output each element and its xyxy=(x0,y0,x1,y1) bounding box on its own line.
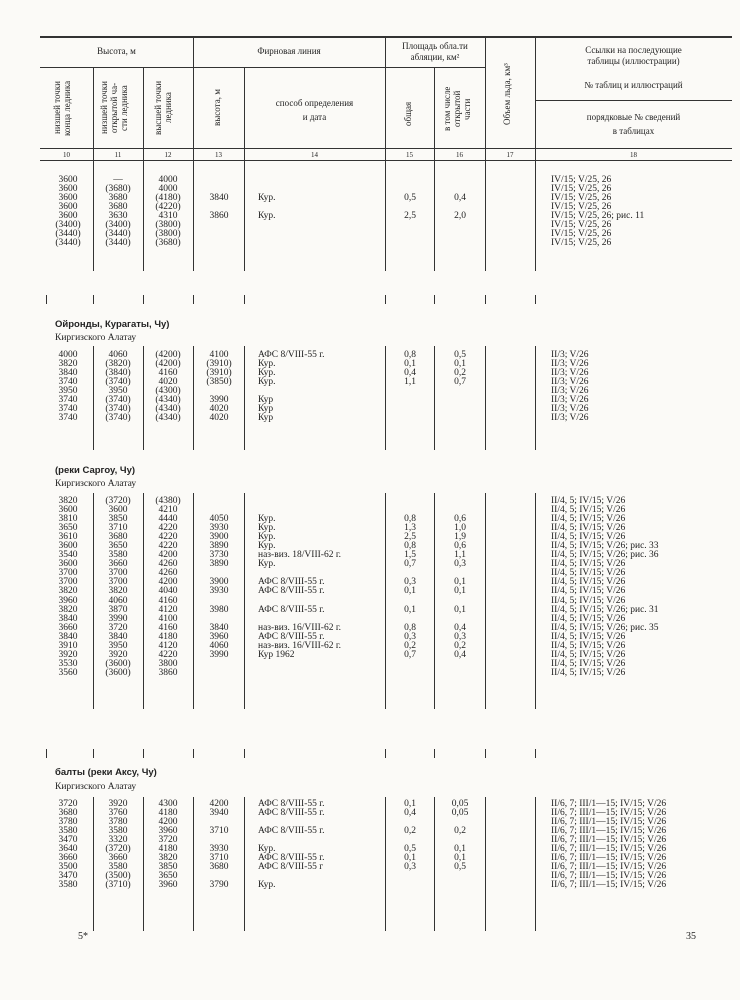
col-number-16: 16 xyxy=(456,151,463,159)
b3-col13: 4050 3930 3900 3890 3730 3890 3900 3930 3980 3840 3960 4060 3990 xyxy=(209,514,229,660)
b4-col13: 4200 3940 3710 3930 3710 3680 3790 xyxy=(209,799,229,891)
col-number-13: 13 xyxy=(215,151,222,159)
vrule-b4-15 xyxy=(385,797,386,931)
area-group-label: Площадь обла.ти абляции, км² xyxy=(402,41,468,62)
b4-col15: 0,1 0,4 0,2 0,5 0,1 0,3 xyxy=(404,799,416,873)
tick xyxy=(244,295,245,304)
vrule-b3-12 xyxy=(143,493,144,709)
col-number-18: 18 xyxy=(630,151,637,159)
b1-col15: 0,5 2,5 xyxy=(404,193,416,222)
vrule-b3-17 xyxy=(485,493,486,709)
b2-col10: 4000 3820 3840 3740 3950 3740 3740 3740 xyxy=(58,350,78,424)
col18b-label: порядковые № сведений в таблицах xyxy=(586,112,681,136)
vrule-b2-16 xyxy=(434,346,435,450)
b1-col18: IV/15; V/25, 26 IV/15; V/25, 26 IV/15; V/25, 26 IV/15; V/25, 26 IV/15; V/25, 26; рис. 11 IV/15; V/25, 26 IV/15; V/25, 26 IV/15; V/25, 26 xyxy=(551,175,645,249)
tick xyxy=(385,749,386,758)
tick xyxy=(46,749,47,758)
area-group-rule xyxy=(385,67,485,68)
b3-subtitle: Киргизского Алатау xyxy=(55,479,137,489)
vrule-b4-12 xyxy=(143,797,144,931)
b1-col10: 3600 3600 3600 3600 3600 (3400) (3440) (3440) xyxy=(55,175,81,249)
tick xyxy=(485,749,486,758)
refs-group-label: Ссылки на последующие таблицы (иллюстрации) xyxy=(585,45,682,66)
col-number-17: 17 xyxy=(506,151,514,159)
col-number-11: 11 xyxy=(114,151,122,159)
vrule-b2-15 xyxy=(385,346,386,450)
tick xyxy=(46,295,47,304)
vrule-b1-13 xyxy=(193,161,194,271)
vrule-b1-12 xyxy=(143,161,144,271)
vrule-b1-11 xyxy=(93,161,94,271)
b4-col14: АФС 8/VIII-55 г. АФС 8/VIII-55 г. АФС 8/VIII-55 г. Кур. АФС 8/VIII-55 г. АФС 8/VIII-55 г Кур. xyxy=(258,799,325,891)
vrule-b1-14 xyxy=(244,161,245,271)
tick xyxy=(535,749,536,758)
col11-label: низшей точки открытой ча- сти ледника xyxy=(99,81,129,135)
tick xyxy=(93,749,94,758)
vrule-b3-13 xyxy=(193,493,194,709)
col16-label: в том числе открытой части xyxy=(442,86,472,132)
col10-label: низшей точки конца ледника xyxy=(52,80,72,136)
vrule-b2-11 xyxy=(93,346,94,450)
tick xyxy=(535,295,536,304)
b2-subtitle: Киргизского Алатау xyxy=(55,333,137,343)
vrule-b2-17 xyxy=(485,346,486,450)
b3-col12: (4380) 4210 4440 4220 4220 4220 4200 4260 4260 4200 4040 4160 4120 4100 4160 4180 4120 4220 3800 3860 xyxy=(155,496,181,678)
col17-label: Объем льда, км³ xyxy=(502,63,512,125)
vrule-b2-13 xyxy=(193,346,194,450)
vrule-b4-14 xyxy=(244,797,245,931)
vrule-b3-16 xyxy=(434,493,435,709)
vrule-b1-15 xyxy=(385,161,386,271)
col13-label: высота, м xyxy=(212,89,222,127)
col12-label: высшей точки ледника xyxy=(153,80,173,136)
vrule-b3-14 xyxy=(244,493,245,709)
tick xyxy=(143,749,144,758)
vrule-b3-18 xyxy=(535,493,536,709)
b3-col18: II/4, 5; IV/15; V/26 II/4, 5; IV/15; V/26 II/4, 5; IV/15; V/26 II/4, 5; IV/15; V/26 II/4, 5; IV/15; V/26 II/4, 5; IV/15; V/26; рис. 33 II/4, 5; IV/15; V/26; рис. 36 II/4, 5; IV/15; V/26 II/4, 5; IV/15; V/26 II/4, 5; IV/15; V/26 II/4, 5; IV/15; V/26 II/4, 5; IV/15; V/26 II/4, 5; IV/15; V/26; рис. 31 II/4, 5; IV/15; V/26 II/4, 5; IV/15; V/26; рис. 35 II/4, 5; IV/15; V/26 II/4, 5; IV/15; V/26 II/4, 5; IV/15; V/26 II/4, 5; IV/15; V/26 II/4, 5; IV/15; V/26 xyxy=(551,496,659,678)
vrule-b2-14 xyxy=(244,346,245,450)
col-number-14: 14 xyxy=(311,151,318,159)
b3-col11: (3720) 3600 3850 3710 3680 3650 3580 3660 3700 3700 3820 4060 3870 3990 3720 3840 3950 3920 (3600) (3600) xyxy=(105,496,131,678)
tick xyxy=(244,749,245,758)
firn-group-rule xyxy=(193,67,385,68)
b4-col18: II/6, 7; III/1—15; IV/15; V/26 II/6, 7; III/1—15; IV/15; V/26 II/6, 7; III/1—15; IV/15; V/26 II/6, 7; III/1—15; IV/15; V/26 II/6, 7; III/1—15; IV/15; V/26 II/6, 7; III/1—15; IV/15; V/26 II/6, 7; III/1—15; IV/15; V/26 II/6, 7; III/1—15; IV/15; V/26 II/6, 7; III/1—15; IV/15; V/26 II/6, 7; III/1—15; IV/15; V/26 xyxy=(551,799,667,891)
vrule-b4-17 xyxy=(485,797,486,931)
b1-col16: 0,4 2,0 xyxy=(454,193,466,222)
col15-label: общая xyxy=(403,101,413,127)
b4-col11: 3920 3760 3780 3580 3320 (3720) 3660 3580 (3500) (3710) xyxy=(105,799,131,891)
vrule-header-17 xyxy=(485,36,486,161)
b3-col15: 0,8 1,3 2,5 0,8 1,5 0,7 0,3 0,1 0,1 0,8 0,3 0,2 0,7 xyxy=(404,514,416,660)
b4-col16: 0,05 0,05 0,2 0,1 0,1 0,5 xyxy=(451,799,469,873)
tick xyxy=(193,295,194,304)
b1-col11: — (3680) 3680 3680 3630 (3400) (3440) (3440) xyxy=(105,175,131,249)
vrule-b2-18 xyxy=(535,346,536,450)
b3-col14: Кур. Кур. Кур. Кур. наз-виз. 18/VIII-62 г. Кур. АФС 8/VIII-55 г. АФС 8/VIII-55 г. АФС 8/VIII-55 г. наз-виз. 16/VIII-62 г. АФС 8/VIII-55 г. наз-виз. 16/VIII-62 г. Кур 1962 xyxy=(258,514,342,660)
page-number: 35 xyxy=(686,931,696,942)
height-group-rule xyxy=(40,67,193,68)
tick xyxy=(143,295,144,304)
col-number-15: 15 xyxy=(406,151,413,159)
tick xyxy=(485,295,486,304)
b2-col14: АФС 8/VIII-55 г. Кур. Кур. Кур. Кур Кур Кур xyxy=(258,350,325,424)
tick xyxy=(385,295,386,304)
vrule-b4-11 xyxy=(93,797,94,931)
b2-col18: II/3; V/26 II/3; V/26 II/3; V/26 II/3; V/26 II/3; V/26 II/3; V/26 II/3; V/26 II/3; V/26 xyxy=(551,350,589,424)
col-number-12: 12 xyxy=(164,151,172,159)
b2-col11: 4060 (3820) (3840) (3740) 3950 (3740) (3740) (3740) xyxy=(105,350,131,424)
refs-sub-rule xyxy=(535,100,732,101)
vrule-b4-18 xyxy=(535,797,536,931)
vrule-b2-12 xyxy=(143,346,144,450)
tick xyxy=(434,295,435,304)
col14-label: способ определения и дата xyxy=(275,98,354,122)
b1-col12: 4000 4000 (4180) (4220) 4310 (3800) (3800) (3680) xyxy=(155,175,181,249)
b3-col10: 3820 3600 3810 3650 3610 3600 3540 3600 3700 3700 3820 3960 3820 3840 3660 3840 3910 3920 3530 3560 xyxy=(58,496,78,678)
vrule-b4-13 xyxy=(193,797,194,931)
tick xyxy=(434,749,435,758)
vrule-b4-16 xyxy=(434,797,435,931)
b2-col13: 4100 (3910) (3910) (3850) 3990 4020 4020 xyxy=(206,350,232,424)
b2-col16: 0,5 0,1 0,2 0,7 xyxy=(454,350,466,388)
b2-col15: 0,8 0,1 0,4 1,1 xyxy=(404,350,416,388)
vrule-b3-11 xyxy=(93,493,94,709)
vrule-b3-15 xyxy=(385,493,386,709)
b4-col10: 3720 3680 3780 3580 3470 3640 3660 3500 3470 3580 xyxy=(58,799,78,891)
b1-col13: 3840 3860 xyxy=(209,193,229,222)
footer-signature: 5* xyxy=(78,931,88,942)
b2-col12: (4200) (4200) 4160 4020 (4300) (4340) (4340) (4340) xyxy=(155,350,181,424)
col-number-10: 10 xyxy=(63,151,70,159)
height-group-label: Высота, м xyxy=(97,46,136,56)
b1-col14: Кур. Кур. xyxy=(258,193,276,222)
b3-title: (реки Саргоу, Чу) xyxy=(55,465,136,476)
b4-subtitle: Киргизского Алатау xyxy=(55,782,137,792)
vrule-header-11 xyxy=(93,67,94,161)
vrule-header-12 xyxy=(143,67,144,161)
col18a-label: № таблиц и иллюстраций xyxy=(584,80,683,90)
vrule-header-16 xyxy=(434,67,435,161)
b4-title: балты (реки Аксу, Чу) xyxy=(55,767,157,778)
b4-col12: 4300 4180 4200 3960 3720 4180 3820 3850 3650 3960 xyxy=(158,799,178,891)
table-top-rule xyxy=(40,36,732,38)
vrule-b1-16 xyxy=(434,161,435,271)
b3-col16: 0,6 1,0 1,9 0,6 1,1 0,3 0,1 0,1 0,1 0,4 0,3 0,2 0,4 xyxy=(454,514,466,660)
tick xyxy=(193,749,194,758)
b2-title: Ойронды, Курагаты, Чу) xyxy=(55,319,170,330)
vrule-b1-17 xyxy=(485,161,486,271)
tick xyxy=(93,295,94,304)
vrule-b1-18 xyxy=(535,161,536,271)
firn-group-label: Фирновая линия xyxy=(257,46,321,56)
